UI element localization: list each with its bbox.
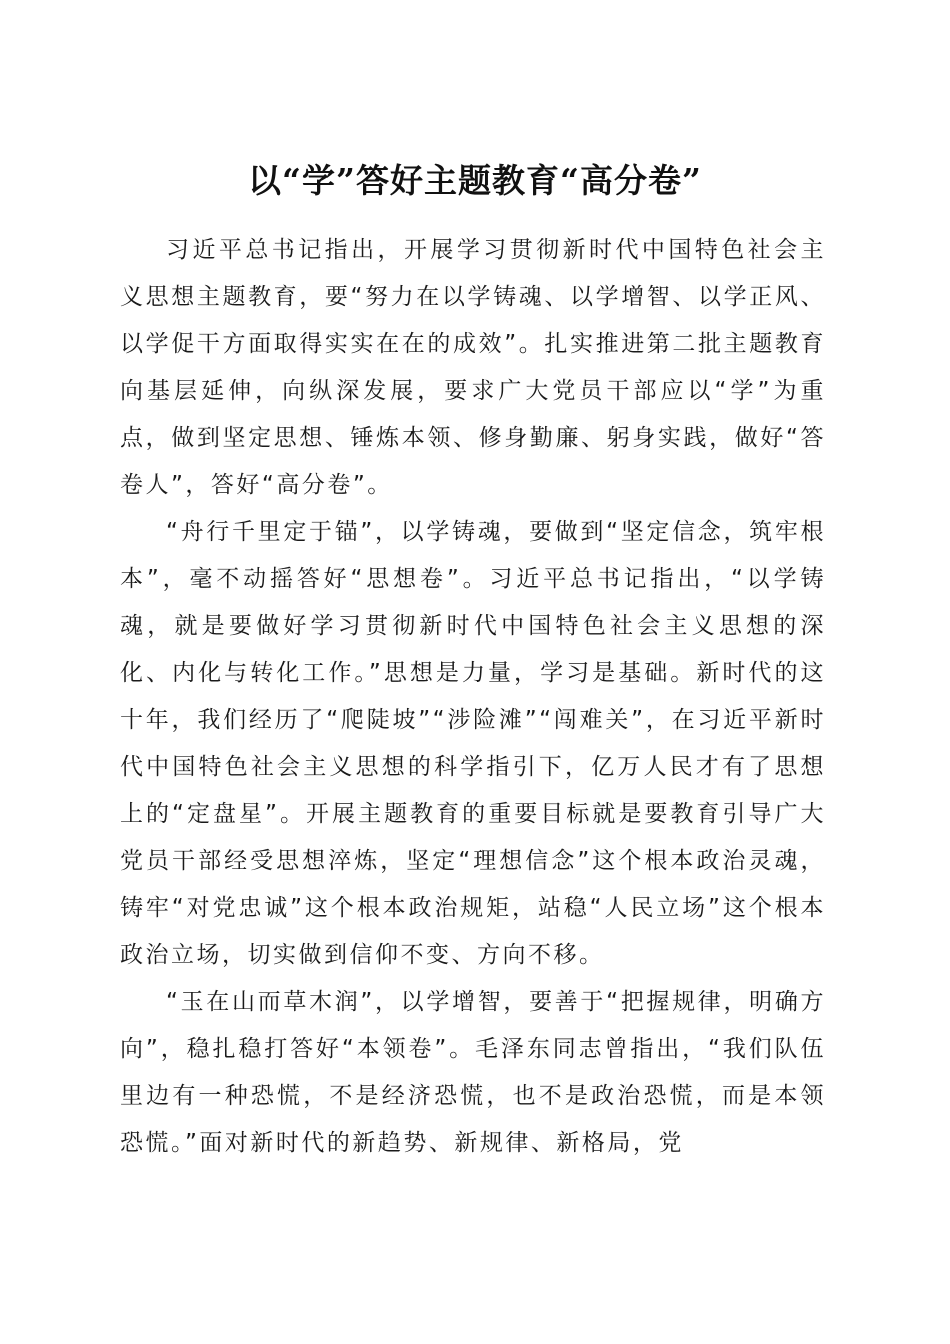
paragraph: 习近平总书记指出，开展学习贯彻新时代中国特色社会主义思想主题教育，要“努力在以学铸魂、以学增智、以学正风、以学促干方面取得实实在在的成效”。扎实推进第二批主题教育向基层延伸，向纵深发展，要求广大党员干部应以“学”为重点，做到坚定思想、锤炼本领、修身勤廉、躬身实践，做好“答卷人”，答好“高分卷”。 [120, 237, 826, 498]
paragraph: “舟行千里定于锚”，以学铸魂，要做到“坚定信念，筑牢根本”，毫不动摇答好“思想卷”。习近平总书记指出，“以学铸魂，就是要做好学习贯彻新时代中国特色社会主义思想的深化、内化与转化工作。”思想是力量，学习是基础。新时代的这十年，我们经历了“爬陡坡”“涉险滩”“闯难关”，在习近平新时代中国特色社会主义思想的科学指引下，亿万人民才有了思想上的“定盘星”。开展主题教育的重要目标就是要教育引导广大党员干部经受思想淬炼，坚定“理想信念”这个根本政治灵魂，铸牢“对党忠诚”这个根本政治规矩，站稳“人民立场”这个根本政治立场，切实做到信仰不变、方向不移。 [120, 519, 826, 968]
paragraph: “玉在山而草木润”，以学增智，要善于“把握规律，明确方向”，稳扎稳打答好“本领卷”。毛泽东同志曾指出，“我们队伍里边有一种恐慌，不是经济恐慌，也不是政治恐慌，而是本领恐慌。”面对新时代的新趋势、新规律、新格局，党 [120, 989, 826, 1156]
document-body [120, 227, 826, 1167]
document-title: 以“学”答好主题教育“高分卷” [248, 161, 702, 201]
